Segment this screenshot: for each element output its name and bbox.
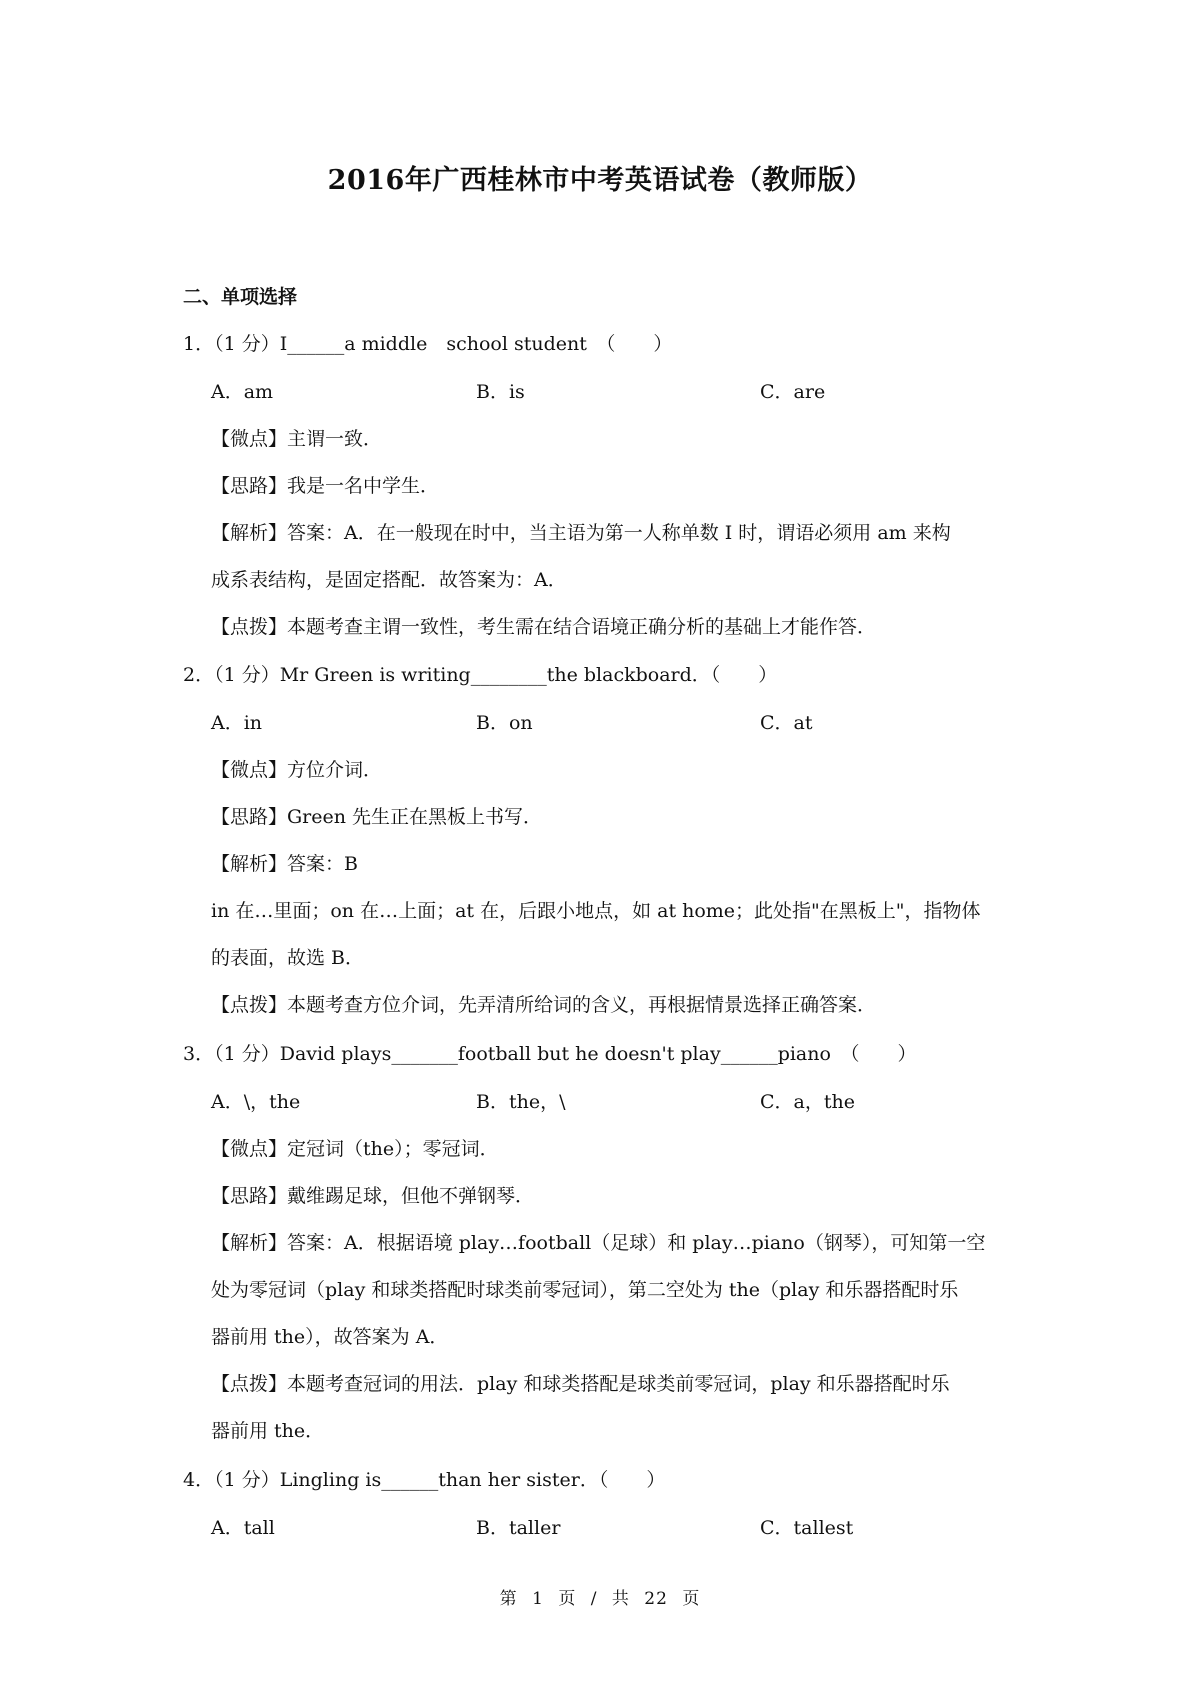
footer-page-unit: 页 xyxy=(558,1589,577,1609)
question-1-option-c: C．are xyxy=(760,381,826,403)
question-1-point: 【微点】主谓一致． xyxy=(211,428,383,450)
question-3-point: 【微点】定冠词（the）；零冠词． xyxy=(211,1138,499,1160)
question-3-tip: 【点拨】本题考查冠词的用法．play 和球类搭配是球类前零冠词，play 和乐器搭配时乐 xyxy=(211,1373,950,1395)
question-2-option-a: A．in xyxy=(211,712,263,734)
question-4-option-c: C．tallest xyxy=(760,1517,854,1539)
question-3-tip-cont: 器前用 the． xyxy=(211,1420,325,1442)
footer-separator: / xyxy=(590,1589,598,1609)
question-1-analysis: 【解析】答案：A．在一般现在时中，当主语为第一人称单数 I 时，谓语必须用 am 来构 xyxy=(211,522,951,544)
question-1-option-b: B．is xyxy=(476,381,525,403)
question-1-stem: 1．（1 分）I______a middle school student （ ） xyxy=(183,333,673,355)
question-2-option-b: B．on xyxy=(476,712,533,734)
question-1-analysis-cont: 成系表结构，是固定搭配．故答案为：A． xyxy=(211,569,567,591)
question-3-idea: 【思路】戴维踢足球，但他不弹钢琴． xyxy=(211,1185,535,1207)
question-2-idea: 【思路】Green 先生正在黑板上书写． xyxy=(211,806,543,828)
question-1-option-a: A．am xyxy=(211,381,274,403)
footer-total-prefix: 共 xyxy=(611,1589,630,1609)
question-3-analysis-cont: 处为零冠词（play 和球类搭配时球类前零冠词），第二空处为 the（play 和乐器搭配时乐 xyxy=(211,1279,959,1301)
footer-prefix: 第 xyxy=(499,1589,518,1609)
question-1-idea: 【思路】我是一名中学生． xyxy=(211,475,440,497)
question-3-option-c: C．a，the xyxy=(760,1091,855,1113)
question-3-analysis-cont-2: 器前用 the），故答案为 A． xyxy=(211,1326,449,1348)
question-3-option-b: B．the，\ xyxy=(476,1091,566,1113)
question-4-stem: 4．（1 分）Lingling is______than her sister．（ ） xyxy=(183,1469,666,1491)
question-3-option-a: A．\，the xyxy=(211,1091,301,1113)
question-2-analysis-cont-2: 的表面，故选 B． xyxy=(211,947,365,969)
question-3-analysis: 【解析】答案：A．根据语境 play…football（足球）和 play…piano（钢琴），可知第一空 xyxy=(211,1232,986,1254)
footer-page-number: 1 xyxy=(532,1589,544,1609)
question-2-stem: 2．（1 分）Mr Green is writing________the blackboard．（ ） xyxy=(183,664,778,686)
question-2-analysis-cont: in 在…里面；on 在…上面；at 在，后跟小地点，如 at home；此处指"在黑板上"，指物体 xyxy=(211,900,981,922)
page-footer xyxy=(0,1584,1200,1609)
question-1-tip: 【点拨】本题考查主谓一致性，考生需在结合语境正确分析的基础上才能作答． xyxy=(211,616,877,638)
document-title: 2016年广西桂林市中考英语试卷（教师版） xyxy=(327,165,873,196)
question-4-option-b: B．taller xyxy=(476,1517,561,1539)
question-2-point: 【微点】方位介词． xyxy=(211,759,383,781)
question-3-stem: 3．（1 分）David plays_______football but he doesn't play______piano （ ） xyxy=(183,1043,917,1065)
footer-total-unit: 页 xyxy=(682,1589,701,1609)
footer-total-pages: 22 xyxy=(644,1589,668,1609)
question-2-analysis: 【解析】答案：B xyxy=(211,853,358,875)
question-2-option-c: C．at xyxy=(760,712,813,734)
question-2-tip: 【点拨】本题考查方位介词，先弄清所给词的含义，再根据情景选择正确答案． xyxy=(211,994,877,1016)
question-4-option-a: A．tall xyxy=(211,1517,275,1539)
section-heading: 二、单项选择 xyxy=(183,286,298,308)
